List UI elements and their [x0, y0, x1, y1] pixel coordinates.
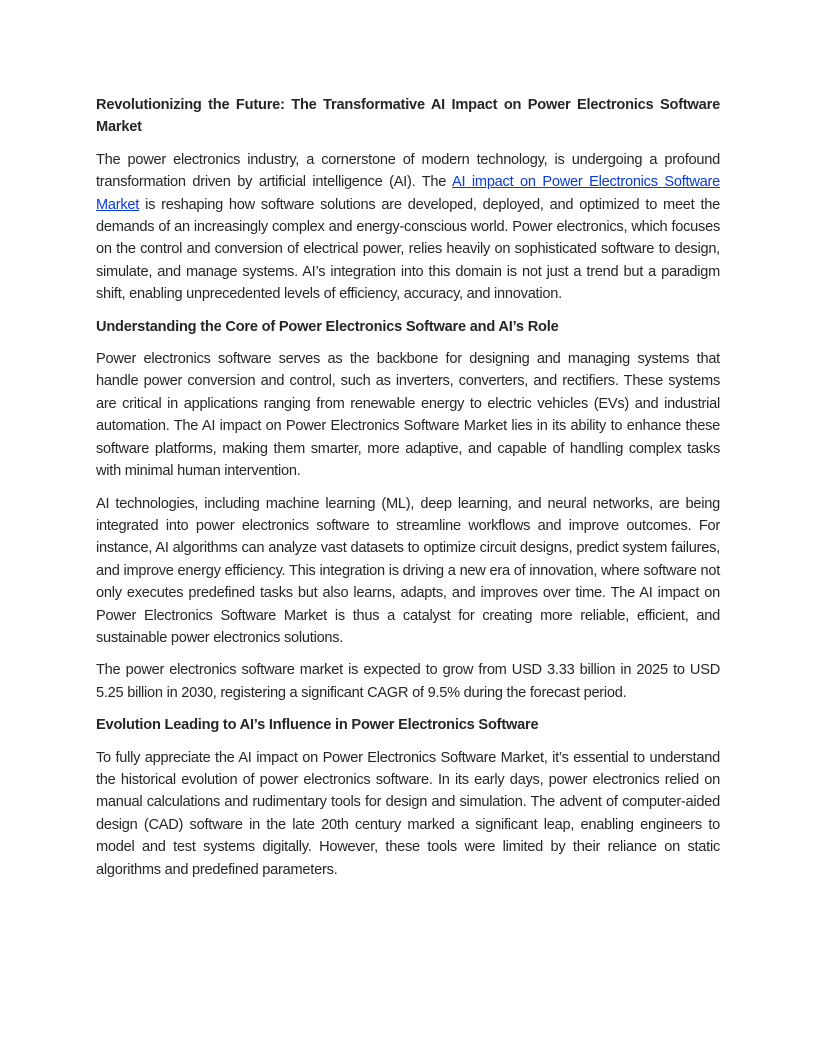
body-paragraph: To fully appreciate the AI impact on Power Electronics Software Market, it’s essential to understand the historical evolution of power electronics software. In its early days, power electronics relied on manual calculations and rudimentary tools for design and simulation. The advent of computer-aided design (CAD) software in the late 20th century marked a significant leap, enabling engineers to model and test systems digitally. However, these tools were limited by their reliance on static algorithms and predefined parameters.	[96, 749, 720, 878]
body-paragraph: Power electronics software serves as the backbone for designing and managing systems that handle power conversion and control, such as inverters, converters, and rectifiers. These systems are critical in applications ranging from renewable energy to electric vehicles (EVs) and industrial automation. The AI impact on Power Electronics Software Market lies in its ability to enhance these software platforms, making them smarter, more adaptive, and capable of handling complex tasks with minimal human intervention.	[96, 351, 720, 480]
document-title: Revolutionizing the Future: The Transformative AI Impact on Power Electronics Software Market	[96, 97, 720, 136]
intro-text-after-link: is reshaping how software solutions are developed, deployed, and optimized to meet the demands of an increasingly complex and energy-conscious world. Power electronics, which focuses on the control and conversion of electrical power, relies heavily on sophisticated software to design, simulate, and manage systems. AI’s integration into this domain is not just a trend but a paradigm shift, enabling unprecedented levels of efficiency, accuracy, and innovation.	[96, 196, 720, 303]
market-report-link[interactable]: AI impact on Power Electronics Software Market	[96, 174, 720, 213]
market-forecast-paragraph: The power electronics software market is expected to grow from USD 3.33 billion in 2025 to USD 5.25 billion in 2030, registering a significant CAGR of 9.5% during the forecast period.	[96, 662, 720, 701]
body-paragraph: AI technologies, including machine learning (ML), deep learning, and neural networks, are being integrated into power electronics software to streamline workflows and improve outcomes. For instance, AI algorithms can analyze vast datasets to optimize circuit designs, predict system failures, and improve energy efficiency. This integration is driving a new era of innovation, where software not only executes predefined tasks but also learns, adapts, and improves over time. The AI impact on Power Electronics Software Market is thus a catalyst for creating more reliable, efficient, and sustainable power electronics solutions.	[96, 495, 720, 646]
intro-paragraph	[96, 149, 720, 306]
section-heading-core: Understanding the Core of Power Electronics Software and AI’s Role	[96, 318, 559, 335]
document-page	[96, 94, 720, 891]
section-heading-evolution: Evolution Leading to AI’s Influence in Power Electronics Software	[96, 717, 539, 734]
intro-text-before-link: The power electronics industry, a cornerstone of modern technology, is undergoing a profound transformation driven by artificial intelligence (AI). The	[96, 151, 720, 191]
